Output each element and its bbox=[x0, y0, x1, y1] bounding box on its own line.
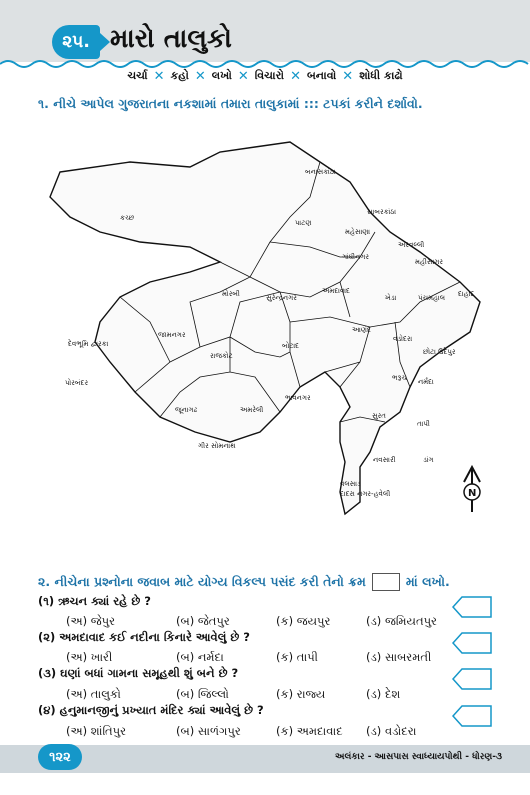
skills-bar bbox=[0, 66, 530, 86]
option-b[interactable]: (બ) જિલ્લો bbox=[176, 687, 229, 701]
cross-icon: ✕ bbox=[194, 68, 206, 84]
answer-tag-3[interactable] bbox=[452, 668, 492, 690]
map-label: મહેસાણા bbox=[345, 228, 371, 236]
map-label: નવસારી bbox=[373, 456, 396, 464]
option-d[interactable]: (ડ) વડોદરા bbox=[366, 724, 417, 738]
option-c[interactable]: (ક) અમદાવાદ bbox=[276, 724, 343, 738]
option-c[interactable]: (ક) તાપી bbox=[276, 650, 318, 664]
page-number: ૧૨૨ bbox=[38, 744, 82, 770]
option-b[interactable]: (બ) જેતપુર bbox=[176, 614, 230, 628]
question-2-text: ૨. નીચેના પ્રશ્નોના જવાબ માટે યોગ્ય વિકલ્પ પસંદ કરી તેનો ક્રમ bbox=[38, 574, 366, 589]
option-d[interactable]: (ડ) દેશ bbox=[366, 687, 401, 701]
answer-box-sample bbox=[372, 573, 400, 591]
question-item-1: (૧) ઋચન ક્યાં રહે છે ? bbox=[38, 594, 151, 608]
map-label: વડોદરા bbox=[393, 335, 413, 343]
skill-make: બનાવો bbox=[306, 69, 337, 82]
map-label: ખેડા bbox=[385, 294, 397, 302]
option-d[interactable]: (ડ) જમિયતપુર bbox=[366, 614, 437, 628]
option-a[interactable]: (અ) જેપુર bbox=[66, 614, 116, 628]
skill-write: લખો bbox=[211, 69, 232, 82]
map-label: ગાંધીનગર bbox=[342, 253, 369, 261]
skill-say: કહો bbox=[170, 69, 189, 82]
option-d[interactable]: (ડ) સાબરમતી bbox=[366, 650, 432, 664]
map-label: ભરૂચ bbox=[392, 374, 407, 382]
map-label: પોરબંદર bbox=[65, 379, 89, 387]
option-a[interactable]: (અ) તાલુકો bbox=[66, 687, 121, 701]
map-label: કચ્છ bbox=[120, 214, 135, 222]
map-label: પંચમહાલ bbox=[418, 294, 446, 302]
map-label: બનાસકાંઠા bbox=[305, 168, 336, 176]
skill-discuss: ચર્ચા bbox=[127, 69, 148, 82]
option-a[interactable]: (અ) ખારી bbox=[66, 650, 113, 664]
map-label: સાબરકાંઠા bbox=[367, 208, 397, 216]
map-label: મોરબી bbox=[222, 290, 240, 298]
cross-icon: ✕ bbox=[237, 68, 249, 84]
cross-icon: ✕ bbox=[153, 68, 165, 84]
map-label: દાહોદ bbox=[458, 290, 475, 298]
map-label: મહીસાગર bbox=[415, 258, 444, 266]
map-label: વલસાડ bbox=[340, 480, 361, 488]
map-label: પાટણ bbox=[295, 219, 312, 227]
question-item-3: (૩) ઘણાં બધાં ગામના સમૂહથી શું બને છે ? bbox=[38, 666, 239, 680]
map-label: દાદરા નગર-હવેલી bbox=[340, 490, 391, 498]
chapter-number-badge: ૨૫. bbox=[52, 25, 100, 59]
option-b[interactable]: (બ) નર્મદા bbox=[176, 650, 224, 664]
answer-tag-2[interactable] bbox=[452, 632, 492, 654]
map-label: આણંદ bbox=[352, 326, 371, 334]
north-arrow-icon bbox=[464, 467, 480, 512]
map-label: જામનગર bbox=[158, 331, 186, 339]
map-label: સુરેન્દ્રનગર bbox=[266, 294, 297, 302]
skill-think: વિચારો bbox=[254, 69, 285, 82]
map-label: અરવલ્લી bbox=[398, 241, 425, 249]
option-a[interactable]: (અ) શાંતિપુર bbox=[66, 724, 127, 738]
question-1: ૧. નીચે આપેલ ગુજરાતના નકશામાં તમારા તાલુકામાં ::: ટપકાં કરીને દર્શાવો. bbox=[38, 96, 423, 111]
map-label: દેવભૂમિ દ્વારકા bbox=[68, 340, 109, 348]
skill-find: શોધી કાઢો bbox=[359, 69, 403, 82]
option-b[interactable]: (બ) સાળંગપુર bbox=[176, 724, 241, 738]
cross-icon: ✕ bbox=[342, 68, 354, 84]
map-label: છોટા ઉદેપુર bbox=[423, 348, 456, 356]
answer-tag-1[interactable] bbox=[452, 596, 492, 618]
map-label: રાજકોટ bbox=[210, 352, 233, 360]
option-c[interactable]: (ક) જયપુર bbox=[276, 614, 331, 628]
question-item-4: (૪) હનુમાનજીનું પ્રખ્યાત મંદિર ક્યાં આવેલું છે ? bbox=[38, 703, 264, 717]
map-label: જૂનાગઢ bbox=[175, 406, 198, 414]
map-label: અમરેલી bbox=[240, 406, 264, 414]
map-label: બોટાદ bbox=[282, 342, 300, 350]
chapter-title: મારો તાલુકો bbox=[110, 24, 232, 54]
option-c[interactable]: (ક) રાજ્ય bbox=[276, 687, 326, 701]
map-label: ડાંગ bbox=[423, 456, 434, 464]
question-item-2: (૨) અમદાવાદ કઈ નદીના કિનારે આવેલું છે ? bbox=[38, 630, 250, 644]
map-label: ભાવનગર bbox=[285, 394, 311, 402]
answer-tag-4[interactable] bbox=[452, 705, 492, 727]
footer-book-title: અલંકાર - આસપાસ સ્વાધ્યાયપોથી - ધોરણ-૩ bbox=[335, 752, 502, 762]
map-label: તાપી bbox=[417, 420, 430, 428]
question-2 bbox=[38, 573, 450, 591]
cross-icon: ✕ bbox=[290, 68, 301, 84]
gujarat-map bbox=[40, 122, 490, 522]
map-label: અમદાવાદ bbox=[322, 287, 350, 295]
map-label: નર્મદા bbox=[418, 378, 434, 386]
question-2-suffix: માં લખો. bbox=[405, 574, 450, 589]
svg-text:N: N bbox=[468, 488, 477, 499]
map-label: સુરત bbox=[372, 412, 386, 420]
map-label: ગીર સોમનાથ bbox=[198, 442, 236, 450]
